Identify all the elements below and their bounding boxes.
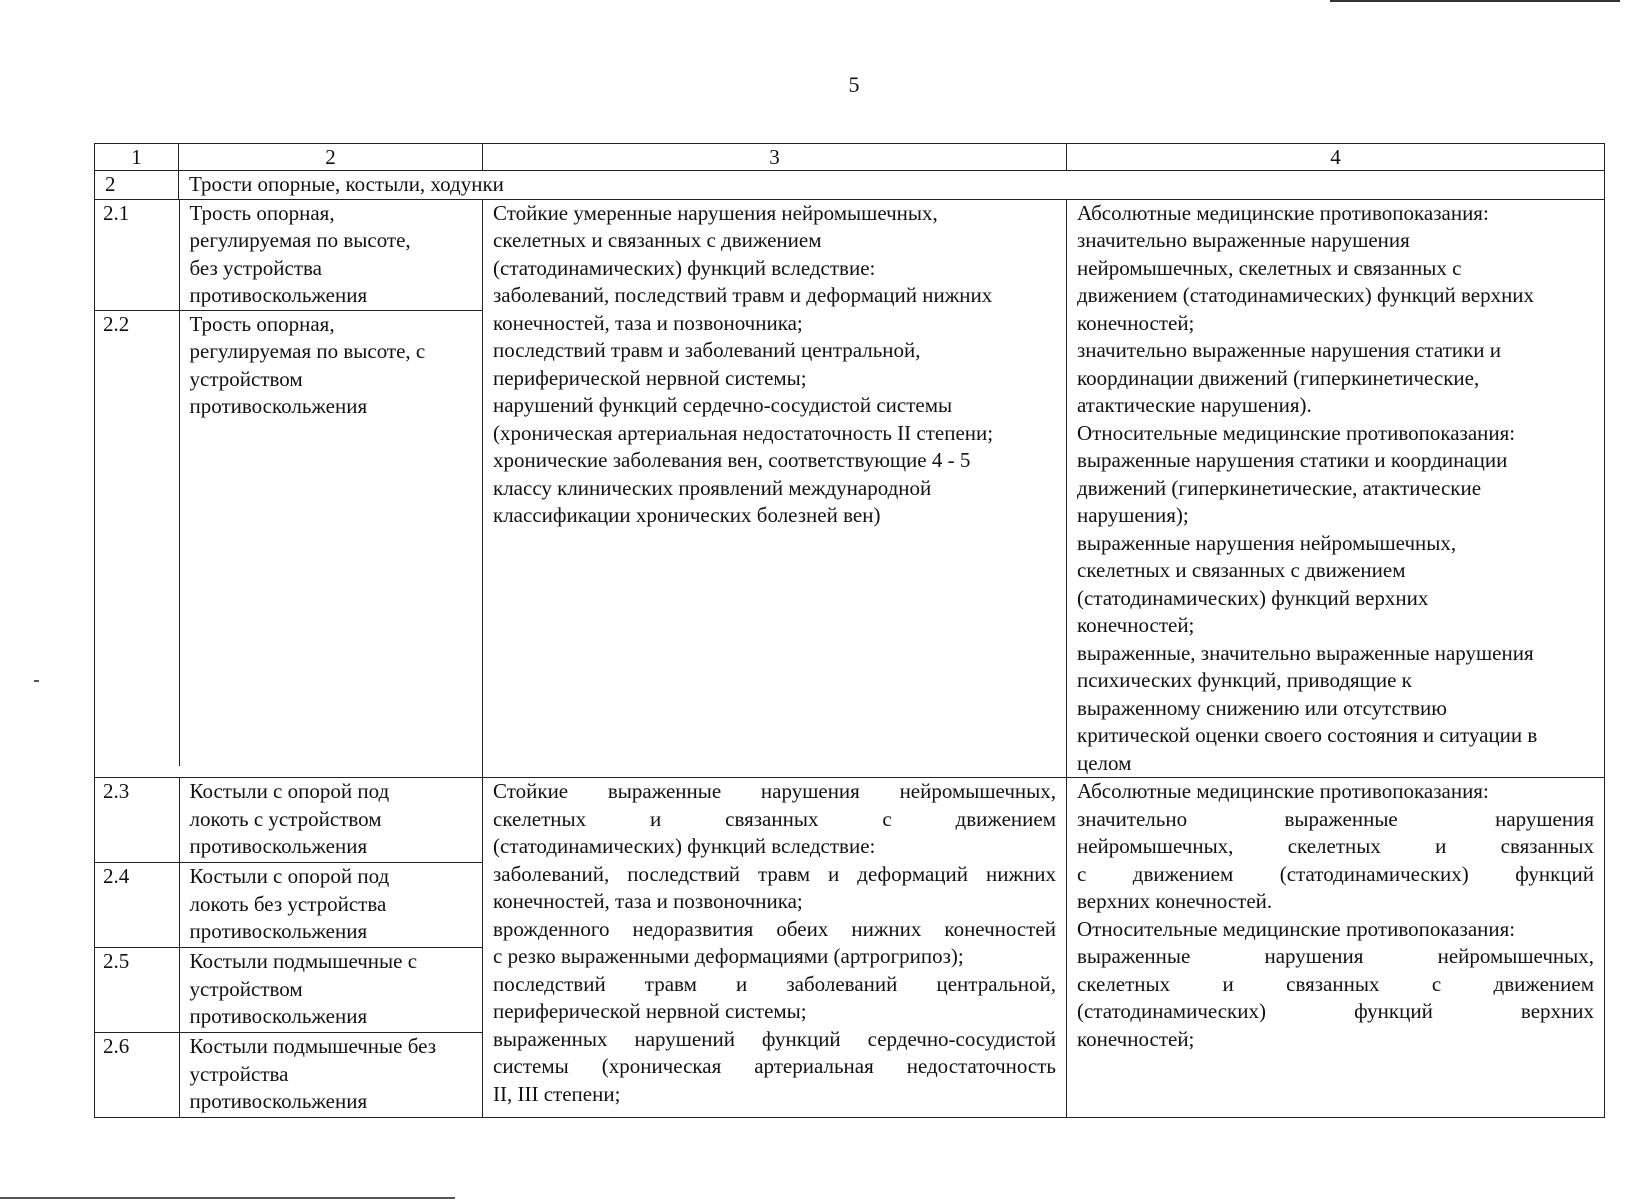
indications-cell: Стойкие выраженные нарушения нейромышечных, скелетных и связанных с движением (статодинамических) функций вследствие: заболеваний, последствий травм и деформаций нижних конечностей, таза и позвоночника; врожденного недоразвития обеих нижних конечностей с резко выраженными деформациями (артрогрипоз); последствий травм и заболеваний центральной, периферической нервной системы; выраженных нарушений функций сердечно-сосудистой системы (хроническая артериальная недостаточность II, III степени;	[483, 778, 1067, 1118]
bottom-rule	[0, 1197, 455, 1199]
header-cell: 4	[1067, 144, 1605, 171]
item-name: Костыли с опорой под локоть с устройством противоскольжения	[179, 778, 483, 863]
item-number: 2.2	[95, 310, 179, 766]
item-number: 2.4	[95, 863, 179, 948]
item-name: Трость опорная, регулируемая по высоте, с устройством противоскольжения	[189, 311, 426, 418]
indications-cell: Стойкие умеренные нарушения нейромышечных, скелетных и связанных с движением (статодинамических) функций вследствие: заболеваний, последствий травм и деформаций нижних конечностей, таза и позвоночника; последствий травм и заболеваний центральной, периферической нервной системы; нарушений функций сердечно-сосудистой системы (хроническая артериальная недостаточность II степени; хронические заболевания вен, соответствующие 4 - 5 классу клинических проявлений международной классификации хронических болезней вен)	[483, 199, 1067, 778]
section-title: Трости опорные, костыли, ходунки	[179, 171, 1605, 200]
contraindications-table	[94, 143, 1605, 1118]
section-row	[95, 171, 1605, 200]
item-name: Костыли с опорой под локоть без устройства противоскольжения	[179, 863, 483, 948]
item-number: 2.1	[95, 200, 179, 311]
items-block	[95, 199, 483, 778]
table-row	[95, 199, 1605, 778]
table-row	[95, 778, 1605, 1118]
contraindications-cell: Абсолютные медицинские противопоказания: значительно выраженные нарушения нейромышечных, скелетных и связанных с движением (статодинамических) функций верхних конечностей; значительно выраженные нарушения статики и координации движений (гиперкинетические, атактические нарушения). Относительные медицинские противопоказания: выраженные нарушения статики и координации движений (гиперкинетические, атактические нарушения); выраженные нарушения нейромышечных, скелетных и связанных с движением (статодинамических) функций верхних конечностей; выраженные, значительно выраженные нарушения психических функций, приводящие к выраженному снижению или отсутствию критической оценки своего состояния и ситуации в целом	[1067, 199, 1605, 778]
header-cell: 2	[179, 144, 483, 171]
item-number: 2.6	[95, 1033, 179, 1118]
header-cell: 1	[95, 144, 179, 171]
item-row	[95, 1033, 483, 1118]
item-row	[95, 778, 483, 863]
item-row	[95, 310, 483, 766]
item-name: Трость опорная, регулируемая по высоте, без устройства противоскольжения	[179, 200, 483, 311]
margin-mark	[34, 680, 39, 682]
item-number: 2.3	[95, 778, 179, 863]
item-name: Костыли подмышечные с устройством противоскольжения	[179, 948, 483, 1033]
page-number: 5	[848, 72, 860, 97]
item-row	[95, 948, 483, 1033]
top-rule	[1330, 0, 1620, 2]
item-row	[95, 200, 483, 311]
contraindications-cell: Абсолютные медицинские противопоказания: значительно выраженные нарушения нейромышечных, скелетных и связанных с движением (статодинамических) функций верхних конечностей. Относительные медицинские противопоказания: выраженные нарушения нейромышечных, скелетных и связанных с движением (статодинамических) функций верхних конечностей;	[1067, 778, 1605, 1118]
item-name: Костыли подмышечные без устройства противоскольжения	[189, 1034, 437, 1113]
item-number: 2.5	[95, 948, 179, 1033]
item-row	[95, 863, 483, 948]
section-number: 2	[95, 171, 179, 200]
items-block	[95, 778, 483, 1118]
header-cell: 3	[483, 144, 1067, 171]
header-row	[95, 144, 1605, 171]
